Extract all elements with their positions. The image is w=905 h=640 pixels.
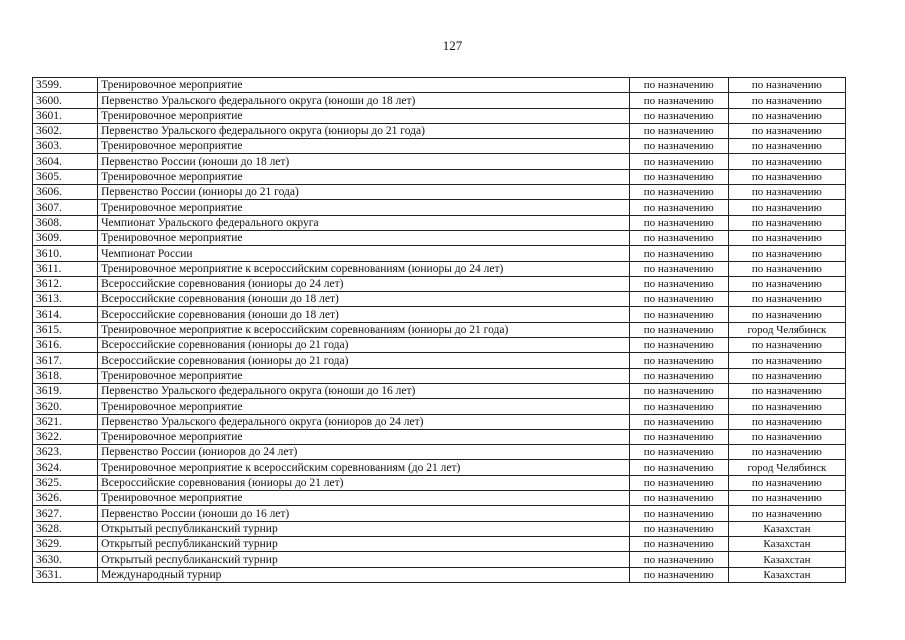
table-row bbox=[33, 230, 846, 245]
row-number: 3600. bbox=[33, 93, 98, 108]
table-row bbox=[33, 123, 846, 138]
event-location: по назначению bbox=[629, 399, 728, 414]
table-row bbox=[33, 506, 846, 521]
event-location: по назначению bbox=[629, 200, 728, 215]
table-row bbox=[33, 139, 846, 154]
row-number: 3620. bbox=[33, 399, 98, 414]
event-place: по назначению bbox=[728, 368, 845, 383]
event-name: Открытый республиканский турнир bbox=[98, 536, 630, 551]
event-place: по назначению bbox=[728, 445, 845, 460]
event-name: Первенство Уральского федерального округа (юноши до 16 лет) bbox=[98, 383, 630, 398]
event-place: по назначению bbox=[728, 200, 845, 215]
row-number: 3615. bbox=[33, 322, 98, 337]
event-place: по назначению bbox=[728, 399, 845, 414]
table-row bbox=[33, 536, 846, 551]
row-number: 3602. bbox=[33, 123, 98, 138]
row-number: 3614. bbox=[33, 307, 98, 322]
event-name: Чемпионат Уральского федерального округа bbox=[98, 215, 630, 230]
table-row bbox=[33, 552, 846, 567]
event-location: по назначению bbox=[629, 429, 728, 444]
event-location: по назначению bbox=[629, 322, 728, 337]
event-name: Тренировочное мероприятие к всероссийским соревнованиям (юниоры до 24 лет) bbox=[98, 261, 630, 276]
event-location: по назначению bbox=[629, 139, 728, 154]
row-number: 3611. bbox=[33, 261, 98, 276]
event-name: Тренировочное мероприятие bbox=[98, 368, 630, 383]
row-number: 3630. bbox=[33, 552, 98, 567]
event-location: по назначению bbox=[629, 368, 728, 383]
event-location: по назначению bbox=[629, 552, 728, 567]
row-number: 3617. bbox=[33, 353, 98, 368]
row-number: 3623. bbox=[33, 445, 98, 460]
events-table-body bbox=[33, 78, 846, 583]
table-row bbox=[33, 567, 846, 582]
event-place: по назначению bbox=[728, 307, 845, 322]
event-location: по назначению bbox=[629, 261, 728, 276]
row-number: 3628. bbox=[33, 521, 98, 536]
table-row bbox=[33, 78, 846, 93]
event-name: Тренировочное мероприятие bbox=[98, 169, 630, 184]
event-place: по назначению bbox=[728, 215, 845, 230]
row-number: 3622. bbox=[33, 429, 98, 444]
row-number: 3619. bbox=[33, 383, 98, 398]
event-place: по назначению bbox=[728, 506, 845, 521]
event-name: Тренировочное мероприятие к всероссийским соревнованиям (юниоры до 21 года) bbox=[98, 322, 630, 337]
event-place: по назначению bbox=[728, 353, 845, 368]
event-place: Казахстан bbox=[728, 567, 845, 582]
table-row bbox=[33, 491, 846, 506]
event-place: по назначению bbox=[728, 276, 845, 291]
event-location: по назначению bbox=[629, 215, 728, 230]
event-place: по назначению bbox=[728, 185, 845, 200]
event-location: по назначению bbox=[629, 491, 728, 506]
event-location: по назначению bbox=[629, 185, 728, 200]
event-name: Тренировочное мероприятие bbox=[98, 491, 630, 506]
event-place: по назначению bbox=[728, 383, 845, 398]
event-name: Всероссийские соревнования (юниоры до 21 лет) bbox=[98, 475, 630, 490]
event-name: Первенство России (юноши до 18 лет) bbox=[98, 154, 630, 169]
event-location: по назначению bbox=[629, 414, 728, 429]
event-place: по назначению bbox=[728, 246, 845, 261]
event-place: по назначению bbox=[728, 78, 845, 93]
event-location: по назначению bbox=[629, 276, 728, 291]
event-name: Первенство Уральского федерального округа (юноши до 18 лет) bbox=[98, 93, 630, 108]
event-place: Казахстан bbox=[728, 536, 845, 551]
event-name: Тренировочное мероприятие bbox=[98, 200, 630, 215]
event-place: по назначению bbox=[728, 169, 845, 184]
table-row bbox=[33, 475, 846, 490]
table-row bbox=[33, 307, 846, 322]
event-location: по назначению bbox=[629, 230, 728, 245]
event-location: по назначению bbox=[629, 123, 728, 138]
event-name: Тренировочное мероприятие к всероссийским соревнованиям (до 21 лет) bbox=[98, 460, 630, 475]
event-location: по назначению bbox=[629, 93, 728, 108]
table-row bbox=[33, 154, 846, 169]
row-number: 3603. bbox=[33, 139, 98, 154]
event-name: Открытый республиканский турнир bbox=[98, 552, 630, 567]
events-table bbox=[32, 77, 846, 583]
row-number: 3631. bbox=[33, 567, 98, 582]
table-row bbox=[33, 383, 846, 398]
row-number: 3604. bbox=[33, 154, 98, 169]
row-number: 3609. bbox=[33, 230, 98, 245]
event-name: Первенство России (юниоры до 21 года) bbox=[98, 185, 630, 200]
event-place: Казахстан bbox=[728, 521, 845, 536]
table-row bbox=[33, 276, 846, 291]
table-row bbox=[33, 261, 846, 276]
event-place: по назначению bbox=[728, 491, 845, 506]
event-name: Первенство Уральского федерального округа (юниоры до 21 года) bbox=[98, 123, 630, 138]
row-number: 3607. bbox=[33, 200, 98, 215]
event-name: Чемпионат России bbox=[98, 246, 630, 261]
table-row bbox=[33, 93, 846, 108]
table-row bbox=[33, 353, 846, 368]
event-place: по назначению bbox=[728, 338, 845, 353]
row-number: 3624. bbox=[33, 460, 98, 475]
table-row bbox=[33, 338, 846, 353]
table-row bbox=[33, 322, 846, 337]
row-number: 3605. bbox=[33, 169, 98, 184]
event-location: по назначению bbox=[629, 383, 728, 398]
event-name: Тренировочное мероприятие bbox=[98, 399, 630, 414]
event-place: по назначению bbox=[728, 261, 845, 276]
event-location: по назначению bbox=[629, 246, 728, 261]
event-place: по назначению bbox=[728, 93, 845, 108]
event-name: Всероссийские соревнования (юниоры до 24 лет) bbox=[98, 276, 630, 291]
table-row bbox=[33, 521, 846, 536]
table-row bbox=[33, 368, 846, 383]
event-name: Тренировочное мероприятие bbox=[98, 139, 630, 154]
event-place: по назначению bbox=[728, 414, 845, 429]
event-location: по назначению bbox=[629, 154, 728, 169]
table-row bbox=[33, 200, 846, 215]
table-row bbox=[33, 460, 846, 475]
event-location: по назначению bbox=[629, 460, 728, 475]
event-name: Тренировочное мероприятие bbox=[98, 108, 630, 123]
row-number: 3612. bbox=[33, 276, 98, 291]
row-number: 3629. bbox=[33, 536, 98, 551]
event-place: город Челябинск bbox=[728, 460, 845, 475]
event-place: по назначению bbox=[728, 154, 845, 169]
event-place: Казахстан bbox=[728, 552, 845, 567]
event-place: по назначению bbox=[728, 230, 845, 245]
event-location: по назначению bbox=[629, 353, 728, 368]
row-number: 3610. bbox=[33, 246, 98, 261]
event-place: по назначению bbox=[728, 292, 845, 307]
row-number: 3621. bbox=[33, 414, 98, 429]
event-location: по назначению bbox=[629, 506, 728, 521]
event-name: Тренировочное мероприятие bbox=[98, 429, 630, 444]
event-location: по назначению bbox=[629, 567, 728, 582]
event-location: по назначению bbox=[629, 292, 728, 307]
event-place: по назначению bbox=[728, 139, 845, 154]
table-row bbox=[33, 169, 846, 184]
row-number: 3613. bbox=[33, 292, 98, 307]
event-location: по назначению bbox=[629, 169, 728, 184]
event-name: Первенство России (юниоров до 24 лет) bbox=[98, 445, 630, 460]
event-place: по назначению bbox=[728, 123, 845, 138]
table-row bbox=[33, 292, 846, 307]
event-place: по назначению bbox=[728, 429, 845, 444]
row-number: 3625. bbox=[33, 475, 98, 490]
event-name: Всероссийские соревнования (юниоры до 21 года) bbox=[98, 353, 630, 368]
event-location: по назначению bbox=[629, 445, 728, 460]
event-name: Всероссийские соревнования (юноши до 18 лет) bbox=[98, 292, 630, 307]
table-row bbox=[33, 414, 846, 429]
table-row bbox=[33, 399, 846, 414]
row-number: 3608. bbox=[33, 215, 98, 230]
page-number: 127 bbox=[442, 38, 463, 53]
row-number: 3606. bbox=[33, 185, 98, 200]
event-location: по назначению bbox=[629, 108, 728, 123]
event-name: Международный турнир bbox=[98, 567, 630, 582]
table-row bbox=[33, 215, 846, 230]
event-name: Тренировочное мероприятие bbox=[98, 78, 630, 93]
event-place: город Челябинск bbox=[728, 322, 845, 337]
event-name: Тренировочное мероприятие bbox=[98, 230, 630, 245]
row-number: 3626. bbox=[33, 491, 98, 506]
event-name: Первенство Уральского федерального округа (юниоров до 24 лет) bbox=[98, 414, 630, 429]
row-number: 3627. bbox=[33, 506, 98, 521]
event-name: Всероссийские соревнования (юниоры до 21 года) bbox=[98, 338, 630, 353]
event-location: по назначению bbox=[629, 78, 728, 93]
row-number: 3616. bbox=[33, 338, 98, 353]
event-location: по назначению bbox=[629, 338, 728, 353]
table-row bbox=[33, 185, 846, 200]
event-name: Всероссийские соревнования (юноши до 18 лет) bbox=[98, 307, 630, 322]
event-name: Первенство России (юноши до 16 лет) bbox=[98, 506, 630, 521]
event-location: по назначению bbox=[629, 307, 728, 322]
table-row bbox=[33, 246, 846, 261]
event-location: по назначению bbox=[629, 536, 728, 551]
row-number: 3618. bbox=[33, 368, 98, 383]
table-row bbox=[33, 108, 846, 123]
table-row bbox=[33, 445, 846, 460]
event-location: по назначению bbox=[629, 521, 728, 536]
event-name: Открытый республиканский турнир bbox=[98, 521, 630, 536]
row-number: 3599. bbox=[33, 78, 98, 93]
event-location: по назначению bbox=[629, 475, 728, 490]
table-row bbox=[33, 429, 846, 444]
event-place: по назначению bbox=[728, 475, 845, 490]
event-place: по назначению bbox=[728, 108, 845, 123]
row-number: 3601. bbox=[33, 108, 98, 123]
